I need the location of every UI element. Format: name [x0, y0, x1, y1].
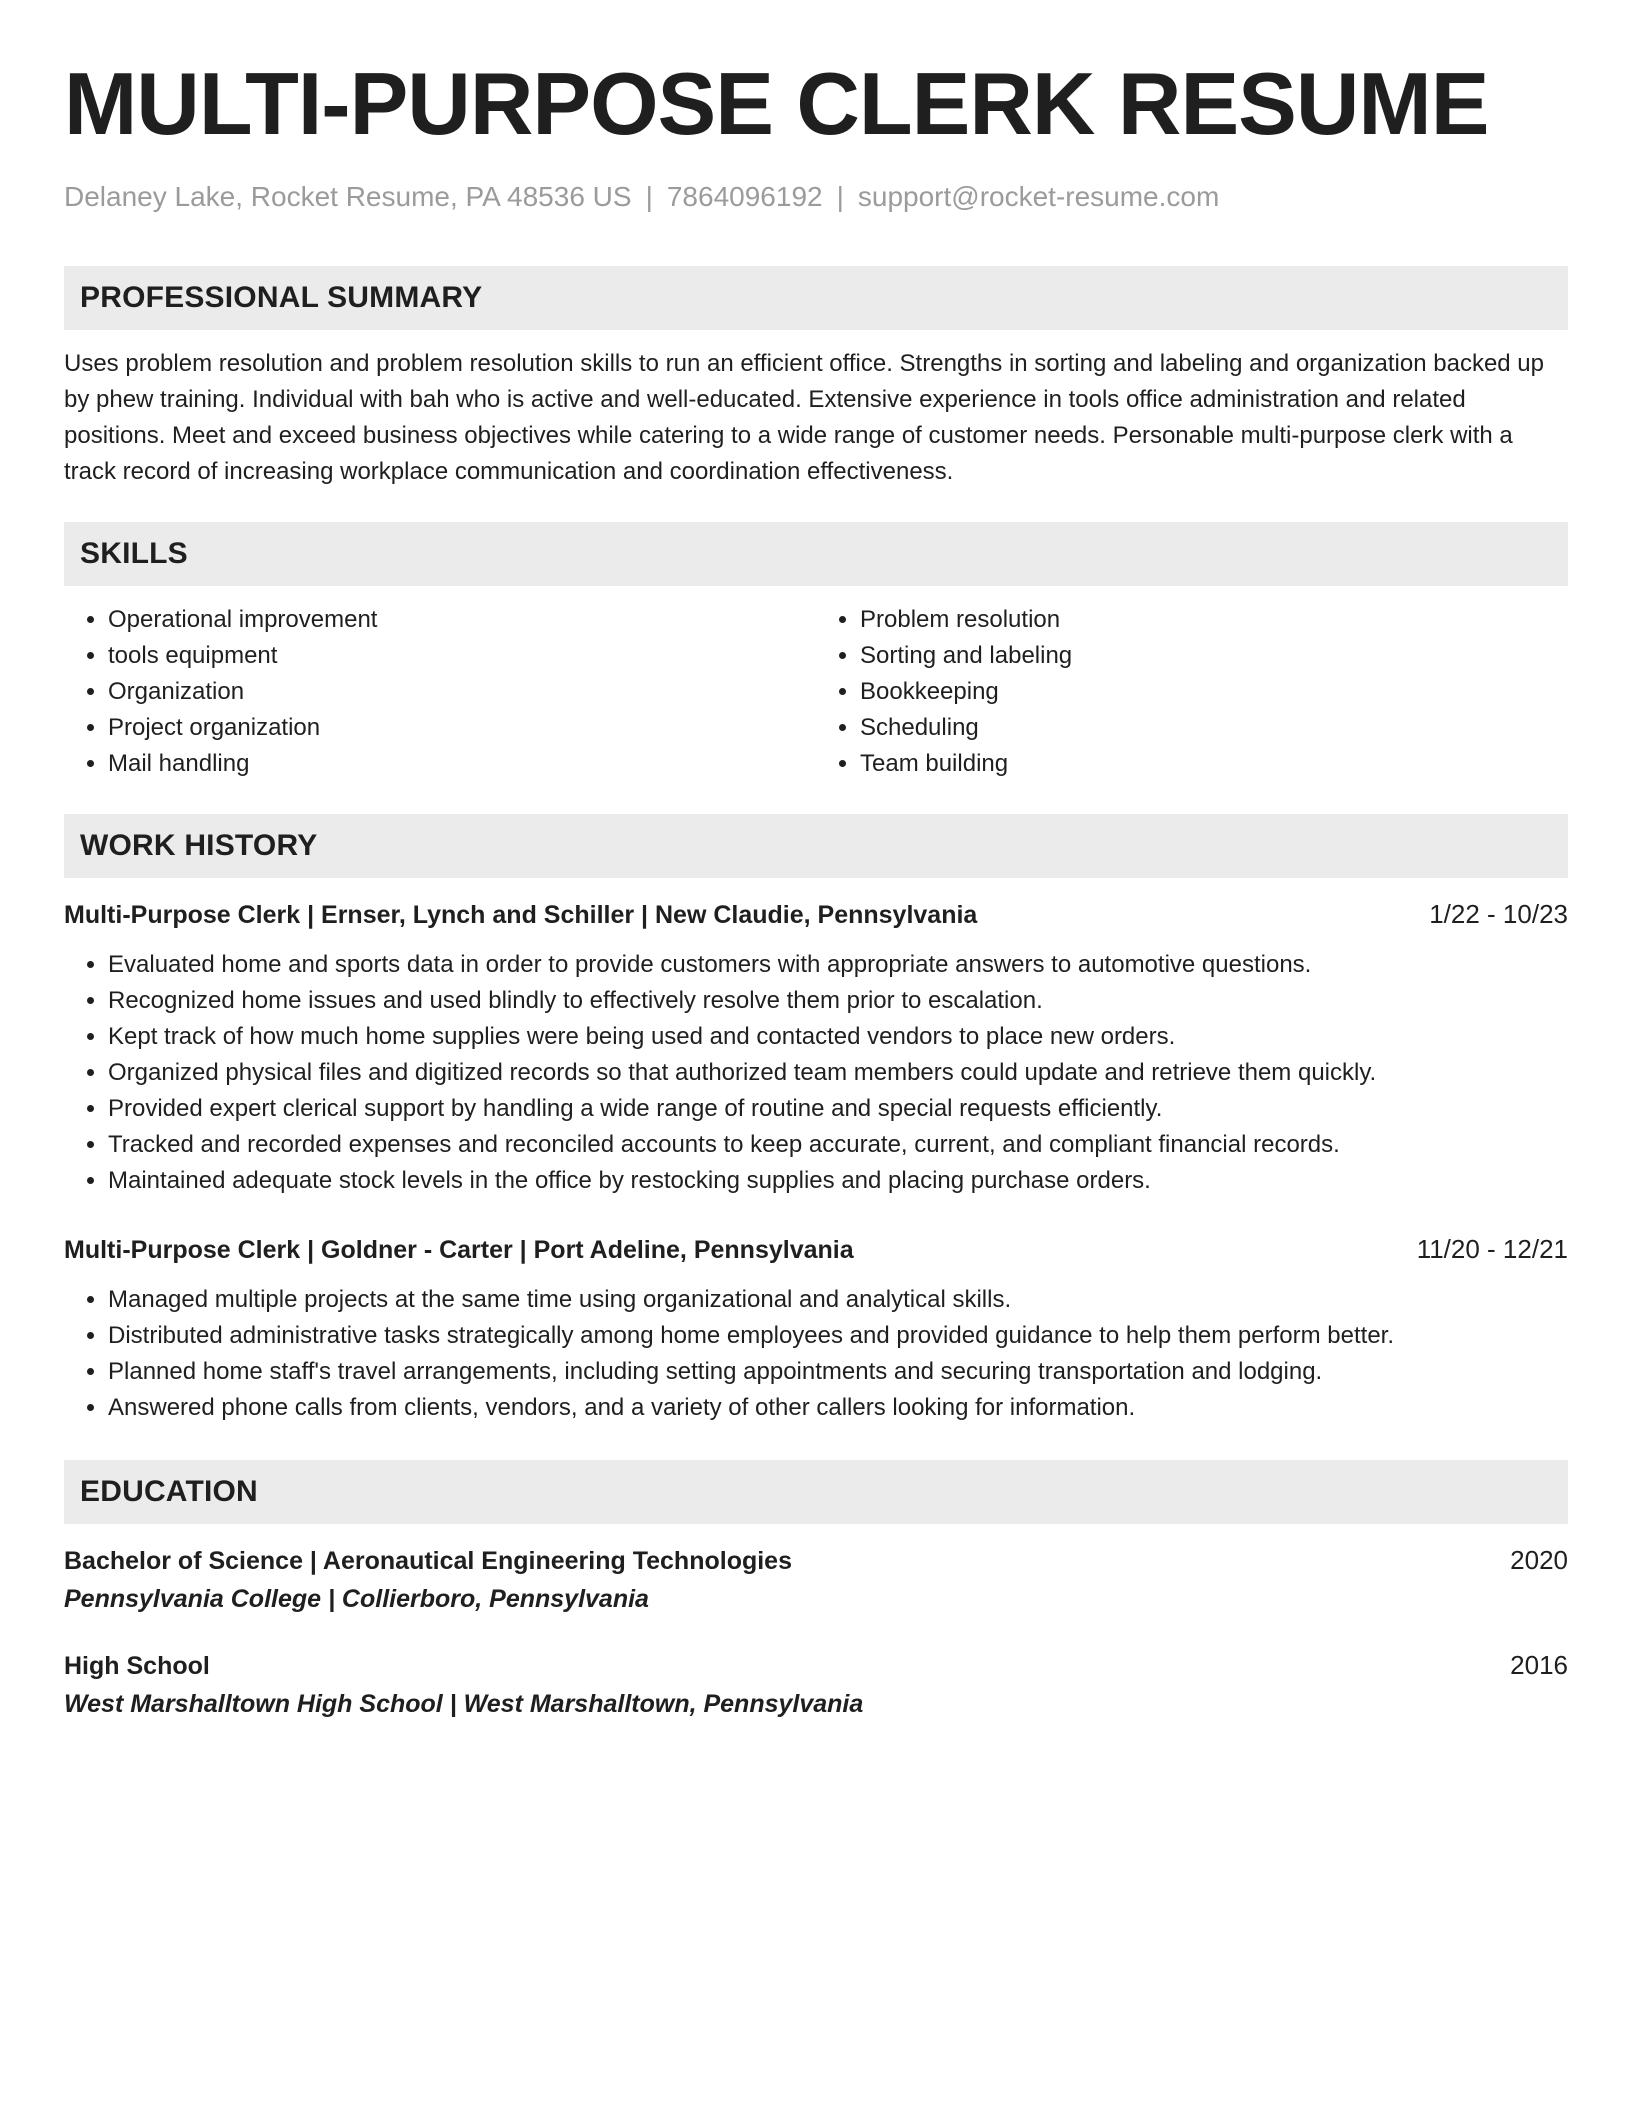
job-bullet: • Answered phone calls from clients, vendors, and a variety of other callers looking for information.	[108, 1390, 1568, 1426]
job-title: Multi-Purpose Clerk | Ernser, Lynch and Schiller | New Claudie, Pennsylvania	[64, 901, 978, 929]
education-degree: High School	[64, 1652, 210, 1680]
job-bullet: • Organized physical files and digitized records so that authorized team members could update and retrieve them quickly.	[108, 1055, 1568, 1091]
skill-item: • Organization	[108, 674, 816, 710]
skill-item: • Team building	[860, 746, 1568, 782]
education-header	[64, 1542, 1568, 1579]
skills-list	[64, 602, 1568, 782]
job-title: Multi-Purpose Clerk | Goldner - Carter | Port Adeline, Pennsylvania	[64, 1236, 854, 1264]
skills-column-left	[64, 602, 816, 782]
education-entry	[64, 1647, 1568, 1724]
skill-item: • Bookkeeping	[860, 674, 1568, 710]
skills-heading: SKILLS	[64, 522, 1568, 586]
work-history-heading: WORK HISTORY	[64, 814, 1568, 878]
job-bullet: • Provided expert clerical support by handling a wide range of routine and special requests efficiently.	[108, 1091, 1568, 1127]
job-header	[64, 1231, 1568, 1268]
summary-heading: PROFESSIONAL SUMMARY	[64, 266, 1568, 330]
job-bullets	[64, 1282, 1568, 1426]
skill-item: • Operational improvement	[108, 602, 816, 638]
job-bullet: • Evaluated home and sports data in order to provide customers with appropriate answers to automotive questions.	[108, 947, 1568, 983]
skill-item: • Project organization	[108, 710, 816, 746]
contact-separator: |	[836, 181, 844, 212]
job-bullet: • Managed multiple projects at the same time using organizational and analytical skills.	[108, 1282, 1568, 1318]
skill-item: • Mail handling	[108, 746, 816, 782]
education-school: Pennsylvania College | Collierboro, Pennsylvania	[64, 1585, 649, 1613]
job-bullets	[64, 947, 1568, 1199]
job-entry	[64, 896, 1568, 1199]
job-header	[64, 896, 1568, 933]
contact-email: support@rocket-resume.com	[857, 181, 1220, 212]
education-heading: EDUCATION	[64, 1460, 1568, 1524]
education-degree: Bachelor of Science | Aeronautical Engineering Technologies	[64, 1547, 792, 1575]
job-dates: 1/22 - 10/23	[1429, 899, 1568, 929]
skill-item: • tools equipment	[108, 638, 816, 674]
job-bullet: • Planned home staff's travel arrangements, including setting appointments and securing transportation and lodging.	[108, 1354, 1568, 1390]
contact-address: Delaney Lake, Rocket Resume, PA 48536 US	[64, 181, 632, 212]
job-entry	[64, 1231, 1568, 1426]
contact-phone: 7864096192	[666, 181, 823, 212]
job-bullet: • Maintained adequate stock levels in the office by restocking supplies and placing purchase orders.	[108, 1163, 1568, 1199]
education-year: 2016	[1510, 1650, 1568, 1680]
summary-text: Uses problem resolution and problem resolution skills to run an efficient office. Strengths in sorting and labeling and organization backed up by phew training. Individual with bah who is active and well-educated. Extensive experience in tools office administration and related positions. Meet and exceed business objectives while catering to a wide range of customer needs. Personable multi-purpose clerk with a track record of increasing workplace communication and coordination effectiveness.	[64, 350, 1544, 485]
job-bullet: • Distributed administrative tasks strategically among home employees and provided guidance to help them perform better.	[108, 1318, 1568, 1354]
skill-item: • Scheduling	[860, 710, 1568, 746]
education-entry	[64, 1542, 1568, 1619]
job-bullet: • Kept track of how much home supplies were being used and contacted vendors to place new orders.	[108, 1019, 1568, 1055]
skill-item: • Problem resolution	[860, 602, 1568, 638]
skills-column-right	[816, 602, 1568, 782]
job-bullet: • Tracked and recorded expenses and reconciled accounts to keep accurate, current, and compliant financial records.	[108, 1127, 1568, 1163]
education-year: 2020	[1510, 1545, 1568, 1575]
job-bullet: • Recognized home issues and used blindly to effectively resolve them prior to escalation.	[108, 983, 1568, 1019]
contact-line	[64, 180, 1568, 214]
education-school: West Marshalltown High School | West Marshalltown, Pennsylvania	[64, 1690, 864, 1718]
contact-separator: |	[645, 181, 653, 212]
skill-item: • Sorting and labeling	[860, 638, 1568, 674]
education-header	[64, 1647, 1568, 1684]
resume-title: MULTI-PURPOSE CLERK RESUME	[64, 54, 1489, 153]
job-dates: 11/20 - 12/21	[1416, 1234, 1568, 1264]
